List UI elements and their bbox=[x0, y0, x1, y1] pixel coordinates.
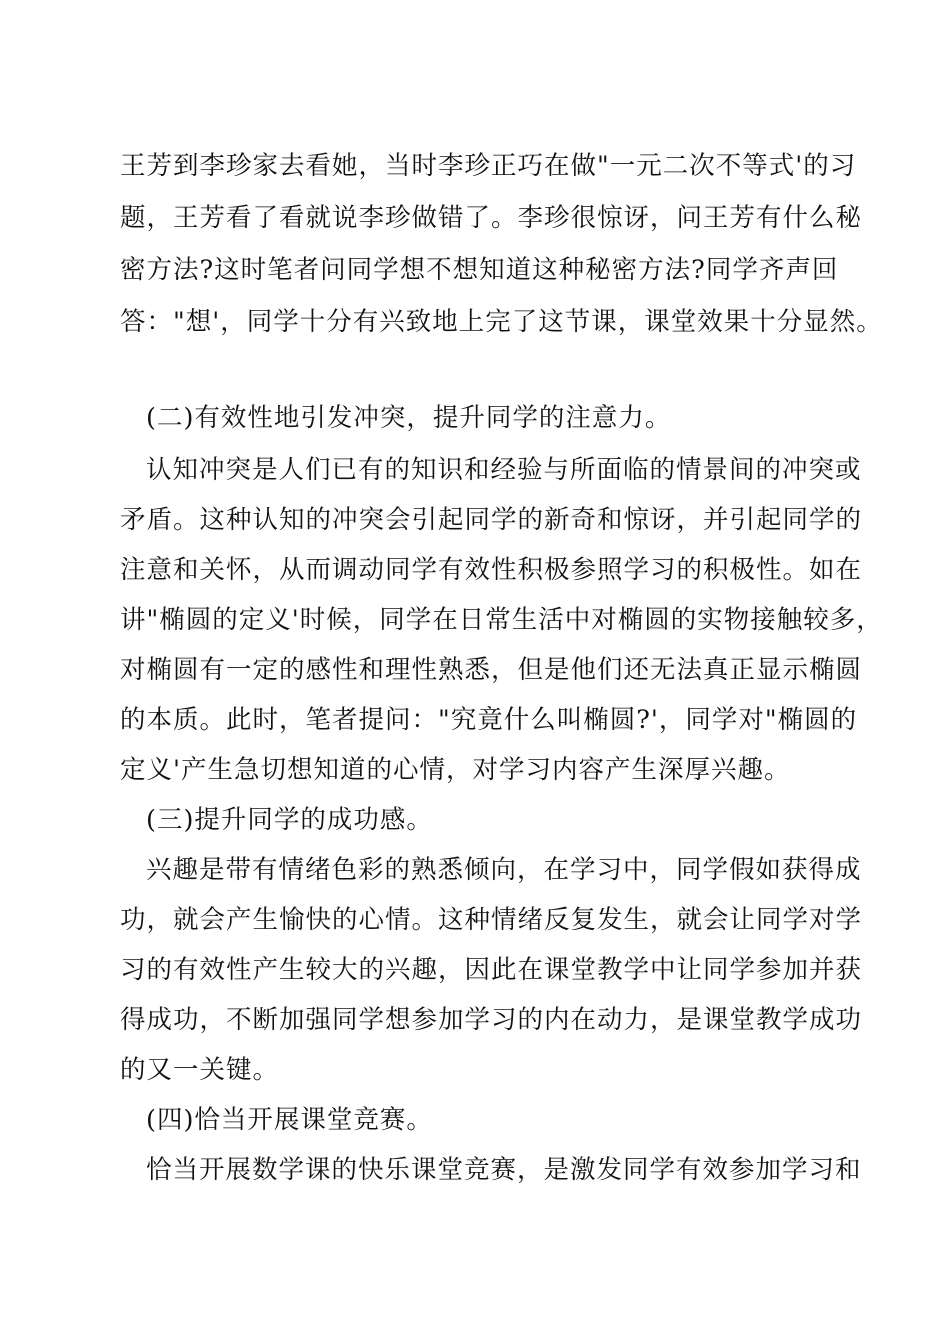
section-heading: (四)恰当开展课堂竞赛。 bbox=[146, 1105, 433, 1135]
paragraph-line: 定义'产生急切想知道的心情，对学习内容产生深厚兴趣。 bbox=[120, 755, 791, 785]
paragraph-line: 注意和关怀，从而调动同学有效性积极参照学习的积极性。如在 bbox=[120, 555, 863, 585]
paragraph-line: 恰当开展数学课的快乐课堂竞赛，是激发同学有效参加学习和 bbox=[146, 1155, 862, 1185]
paragraph-line: 功，就会产生愉快的心情。这种情绪反复发生，就会让同学对学 bbox=[120, 905, 863, 935]
paragraph-line: 习的有效性产生较大的兴趣，因此在课堂教学中让同学参加并获 bbox=[120, 955, 863, 985]
paragraph-line: 王芳到李珍家去看她，当时李珍正巧在做"一元二次不等式'的习 bbox=[120, 151, 857, 181]
paragraph-line: 讲"椭圆的定义'时候，同学在日常生活中对椭圆的实物接触较多， bbox=[120, 605, 883, 635]
paragraph-line: 的本质。此时，笔者提问："究竟什么叫椭圆?'，同学对"椭圆的 bbox=[120, 705, 858, 735]
paragraph-line: 题，王芳看了看就说李珍做错了。李珍很惊讶，问王芳有什么秘 bbox=[120, 203, 863, 233]
paragraph-line: 兴趣是带有情绪色彩的熟悉倾向，在学习中，同学假如获得成 bbox=[146, 855, 862, 885]
paragraph-line: 矛盾。这种认知的冲突会引起同学的新奇和惊讶，并引起同学的 bbox=[120, 505, 863, 535]
paragraph-line: 答："想'，同学十分有兴致地上完了这节课，课堂效果十分显然。 bbox=[120, 307, 883, 337]
paragraph-line: 密方法?这时笔者问同学想不想知道这种秘密方法?同学齐声回 bbox=[120, 255, 839, 285]
paragraph-line: 的又一关键。 bbox=[120, 1055, 280, 1085]
section-heading: (二)有效性地引发冲突，提升同学的注意力。 bbox=[146, 403, 672, 433]
paragraph-line: 得成功，不断加强同学想参加学习的内在动力，是课堂教学成功 bbox=[120, 1005, 863, 1035]
section-heading: (三)提升同学的成功感。 bbox=[146, 805, 433, 835]
paragraph-line: 认知冲突是人们已有的知识和经验与所面临的情景间的冲突或 bbox=[146, 455, 862, 485]
paragraph-line: 对椭圆有一定的感性和理性熟悉，但是他们还无法真正显示椭圆 bbox=[120, 655, 863, 685]
